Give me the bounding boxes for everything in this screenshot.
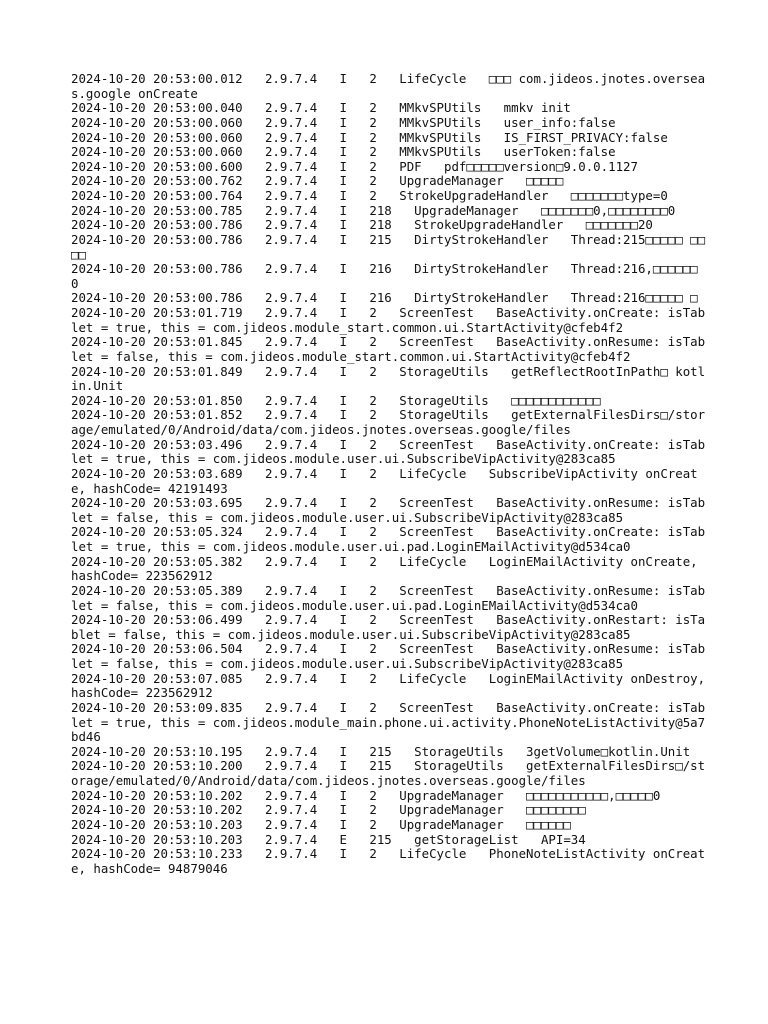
log-entry: 2024-10-20 20:53:00.762 2.9.7.4 I 2 UpgradeManager □□□□□ [71,173,564,189]
log-entry: 2024-10-20 20:53:10.203 2.9.7.4 E 215 getStorageList API=34 [71,831,586,847]
log-entry: 2024-10-20 20:53:10.202 2.9.7.4 I 2 UpgradeManager □□□□□□□□ [71,802,586,818]
log-entry: 2024-10-20 20:53:00.600 2.9.7.4 I 2 PDF pdf□□□□□version□9.0.0.1127 [71,158,638,174]
log-entry: 2024-10-20 20:53:00.786 2.9.7.4 I 215 DirtyStrokeHandler Thread:215□□□□□ □□□□ [71,231,706,262]
log-entry: 2024-10-20 20:53:05.324 2.9.7.4 I 2 ScreenTest BaseActivity.onCreate: isTablet = true, this = com.jideos.module.user.ui.pad.LoginEMailActivity@d534ca0 [71,524,706,554]
log-entry: 2024-10-20 20:53:01.852 2.9.7.4 I 2 StorageUtils getExternalFilesDirs□/storage/emulated/0/Android/data/com.jideos.jnotes.overseas.google/files [71,407,706,437]
log-entry: 2024-10-20 20:53:06.499 2.9.7.4 I 2 ScreenTest BaseActivity.onRestart: isTablet = false, this = com.jideos.module.user.ui.SubscribeVipActivity@283ca85 [71,612,706,642]
log-entry: 2024-10-20 20:53:00.060 2.9.7.4 I 2 MMkvSPUtils user_info:false [71,114,616,130]
log-entry: 2024-10-20 20:53:10.203 2.9.7.4 I 2 UpgradeManager □□□□□□ [71,816,571,832]
log-entry: 2024-10-20 20:53:00.786 2.9.7.4 I 216 DirtyStrokeHandler Thread:216□□□□□ □ [71,290,698,306]
log-entry: 2024-10-20 20:53:05.389 2.9.7.4 I 2 ScreenTest BaseActivity.onResume: isTablet = false, this = com.jideos.module.user.ui.pad.LoginEMailActivity@d534ca0 [71,582,706,613]
log-entry: 2024-10-20 20:53:10.233 2.9.7.4 I 2 LifeCycle PhoneNoteListActivity onCreate, hashCode= 94879046 [71,846,706,876]
log-entry: 2024-10-20 20:53:00.060 2.9.7.4 I 2 MMkvSPUtils IS_FIRST_PRIVACY:false [71,129,668,145]
log-entry: 2024-10-20 20:53:01.719 2.9.7.4 I 2 ScreenTest BaseActivity.onCreate: isTablet = true, this = com.jideos.module_start.common.ui.StartActivity@cfeb4f2 [71,305,706,335]
log-entry: 2024-10-20 20:53:00.786 2.9.7.4 I 216 DirtyStrokeHandler Thread:216,□□□□□□ 0 [71,261,706,291]
log-entry: 2024-10-20 20:53:06.504 2.9.7.4 I 2 ScreenTest BaseActivity.onResume: isTablet = false, this = com.jideos.module.user.ui.SubscribeVipActivity@283ca85 [71,641,706,671]
log-entry: 2024-10-20 20:53:05.382 2.9.7.4 I 2 LifeCycle LoginEMailActivity onCreate, hashCode= 223562912 [71,553,706,584]
log-entry: 2024-10-20 20:53:00.012 2.9.7.4 I 2 LifeCycle □□□ com.jideos.jnotes.overseas.google onCreate [71,71,706,101]
log-entry: 2024-10-20 20:53:01.849 2.9.7.4 I 2 StorageUtils getReflectRootInPath□ kotlin.Unit [71,363,706,394]
log-entry: 2024-10-20 20:53:01.850 2.9.7.4 I 2 StorageUtils □□□□□□□□□□□□ [71,392,601,408]
log-entry: 2024-10-20 20:53:00.040 2.9.7.4 I 2 MMkvSPUtils mmkv init [71,100,571,116]
log-document [71,72,711,876]
log-entry: 2024-10-20 20:53:01.845 2.9.7.4 I 2 ScreenTest BaseActivity.onResume: isTablet = false, this = com.jideos.module_start.common.ui.StartActivity@cfeb4f2 [71,334,706,364]
log-entry: 2024-10-20 20:53:00.764 2.9.7.4 I 2 StrokeUpgradeHandler □□□□□□□type=0 [71,188,668,203]
log-entry: 2024-10-20 20:53:00.785 2.9.7.4 I 218 UpgradeManager □□□□□□□0,□□□□□□□□0 [71,202,676,218]
log-entry: 2024-10-20 20:53:03.496 2.9.7.4 I 2 ScreenTest BaseActivity.onCreate: isTablet = true, this = com.jideos.module.user.ui.SubscribeVipActivity@283ca85 [71,436,706,467]
log-entry: 2024-10-20 20:53:10.202 2.9.7.4 I 2 UpgradeManager □□□□□□□□□□□,□□□□□0 [71,787,661,803]
log-entry: 2024-10-20 20:53:00.786 2.9.7.4 I 218 StrokeUpgradeHandler □□□□□□□20 [71,217,653,233]
log-entry: 2024-10-20 20:53:03.689 2.9.7.4 I 2 LifeCycle SubscribeVipActivity onCreate, hashCode= 42191493 [71,465,698,496]
log-entry: 2024-10-20 20:53:00.060 2.9.7.4 I 2 MMkvSPUtils userToken:false [71,144,616,160]
log-entry: 2024-10-20 20:53:07.085 2.9.7.4 I 2 LifeCycle LoginEMailActivity onDestroy, hashCode= 223562912 [71,670,713,701]
log-entry: 2024-10-20 20:53:09.835 2.9.7.4 I 2 ScreenTest BaseActivity.onCreate: isTablet = true, this = com.jideos.module_main.phone.ui.activity.PhoneNoteListActivity@5a7bd46 [71,699,706,745]
log-entry: 2024-10-20 20:53:03.695 2.9.7.4 I 2 ScreenTest BaseActivity.onResume: isTablet = false, this = com.jideos.module.user.ui.SubscribeVipActivity@283ca85 [71,495,706,525]
log-entry: 2024-10-20 20:53:10.200 2.9.7.4 I 215 StorageUtils getExternalFilesDirs□/storage/emulated/0/Android/data/com.jideos.jnotes.overseas.google/files [71,758,706,788]
log-entry: 2024-10-20 20:53:10.195 2.9.7.4 I 215 StorageUtils 3getVolume□kotlin.Unit [71,743,691,759]
